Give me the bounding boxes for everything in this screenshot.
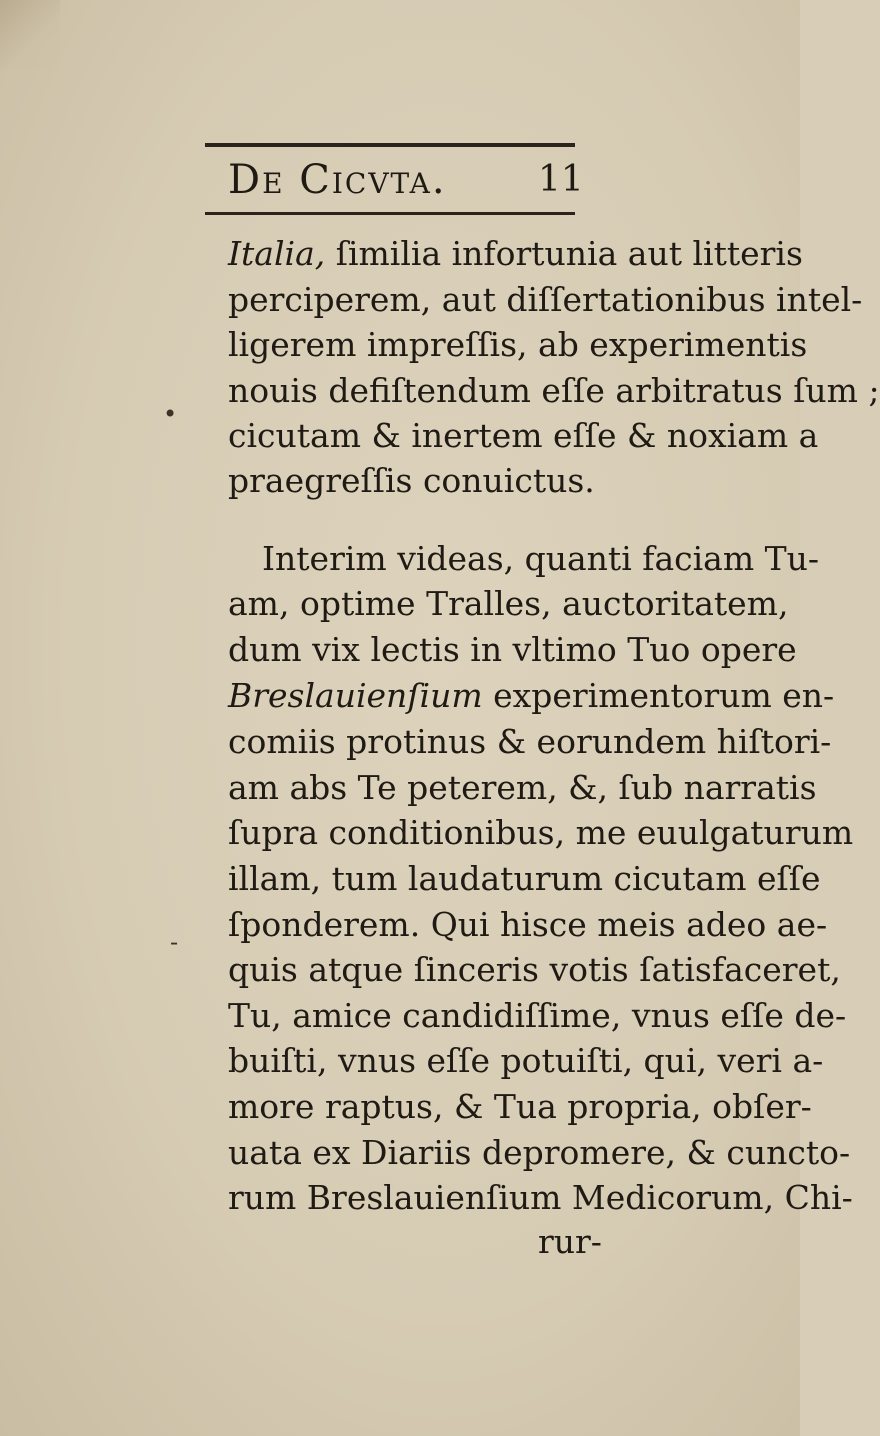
text-line: praegreſſis conuictus.: [228, 461, 595, 500]
text-line: am abs Te peterem, &, ſub narratis: [228, 768, 817, 807]
text-line: buiſti, vnus eſſe potuiſti, qui, veri a-: [228, 1041, 824, 1080]
header-rule-bottom: [205, 212, 575, 215]
text-line: dum vix lectis in vltimo Tuo opere: [228, 630, 797, 669]
text-line: uata ex Diariis depromere, & cuncto-: [228, 1133, 851, 1172]
catchword: rur-: [538, 1222, 602, 1261]
italic-word: Italia,: [228, 234, 326, 273]
text-line: perciperem, aut diſſertationibus intel-: [228, 280, 863, 319]
line-text: experimentorum en-: [482, 676, 835, 715]
text-line: Interim videas, quanti faciam Tu-: [262, 539, 820, 578]
text-line: am, optime Tralles, auctoritatem,: [228, 584, 789, 623]
text-line: more raptus, & Tua propria, obſer-: [228, 1087, 812, 1126]
italic-word: Breslauienſium: [228, 676, 483, 715]
text-line: [228, 676, 834, 716]
text-line: ſupra conditionibus, me euulgaturum: [228, 813, 854, 852]
text-line: Tu, amice candidiſſime, vnus eſſe de-: [228, 996, 847, 1035]
margin-speck: -: [170, 928, 179, 956]
line-text: ſimilia infortunia aut litteris: [325, 234, 803, 273]
text-line: nouis defiſtendum eſſe arbitratus ſum ;: [228, 371, 880, 410]
text-line: illam, tum laudaturum cicutam eſſe: [228, 859, 821, 898]
text-line: ligerem impreſſis, ab experimentis: [228, 325, 808, 364]
text-line: [228, 234, 803, 274]
page-number: 11: [538, 159, 584, 200]
margin-speck: •: [163, 400, 178, 428]
text-line: comiis protinus & eorundem hiſtori-: [228, 722, 832, 761]
text-line: ſponderem. Qui hisce meis adeo ae-: [228, 905, 828, 944]
running-head-title: De Cicvta.: [228, 157, 447, 203]
text-line: rum Breslauienſium Medicorum, Chi-: [228, 1178, 853, 1217]
header-rule-top: [205, 143, 575, 147]
page-corner-shadow: [0, 0, 60, 70]
text-line: cicutam & inertem eſſe & noxiam a: [228, 416, 819, 455]
text-line: quis atque ſinceris votis ſatisfaceret,: [228, 950, 841, 989]
